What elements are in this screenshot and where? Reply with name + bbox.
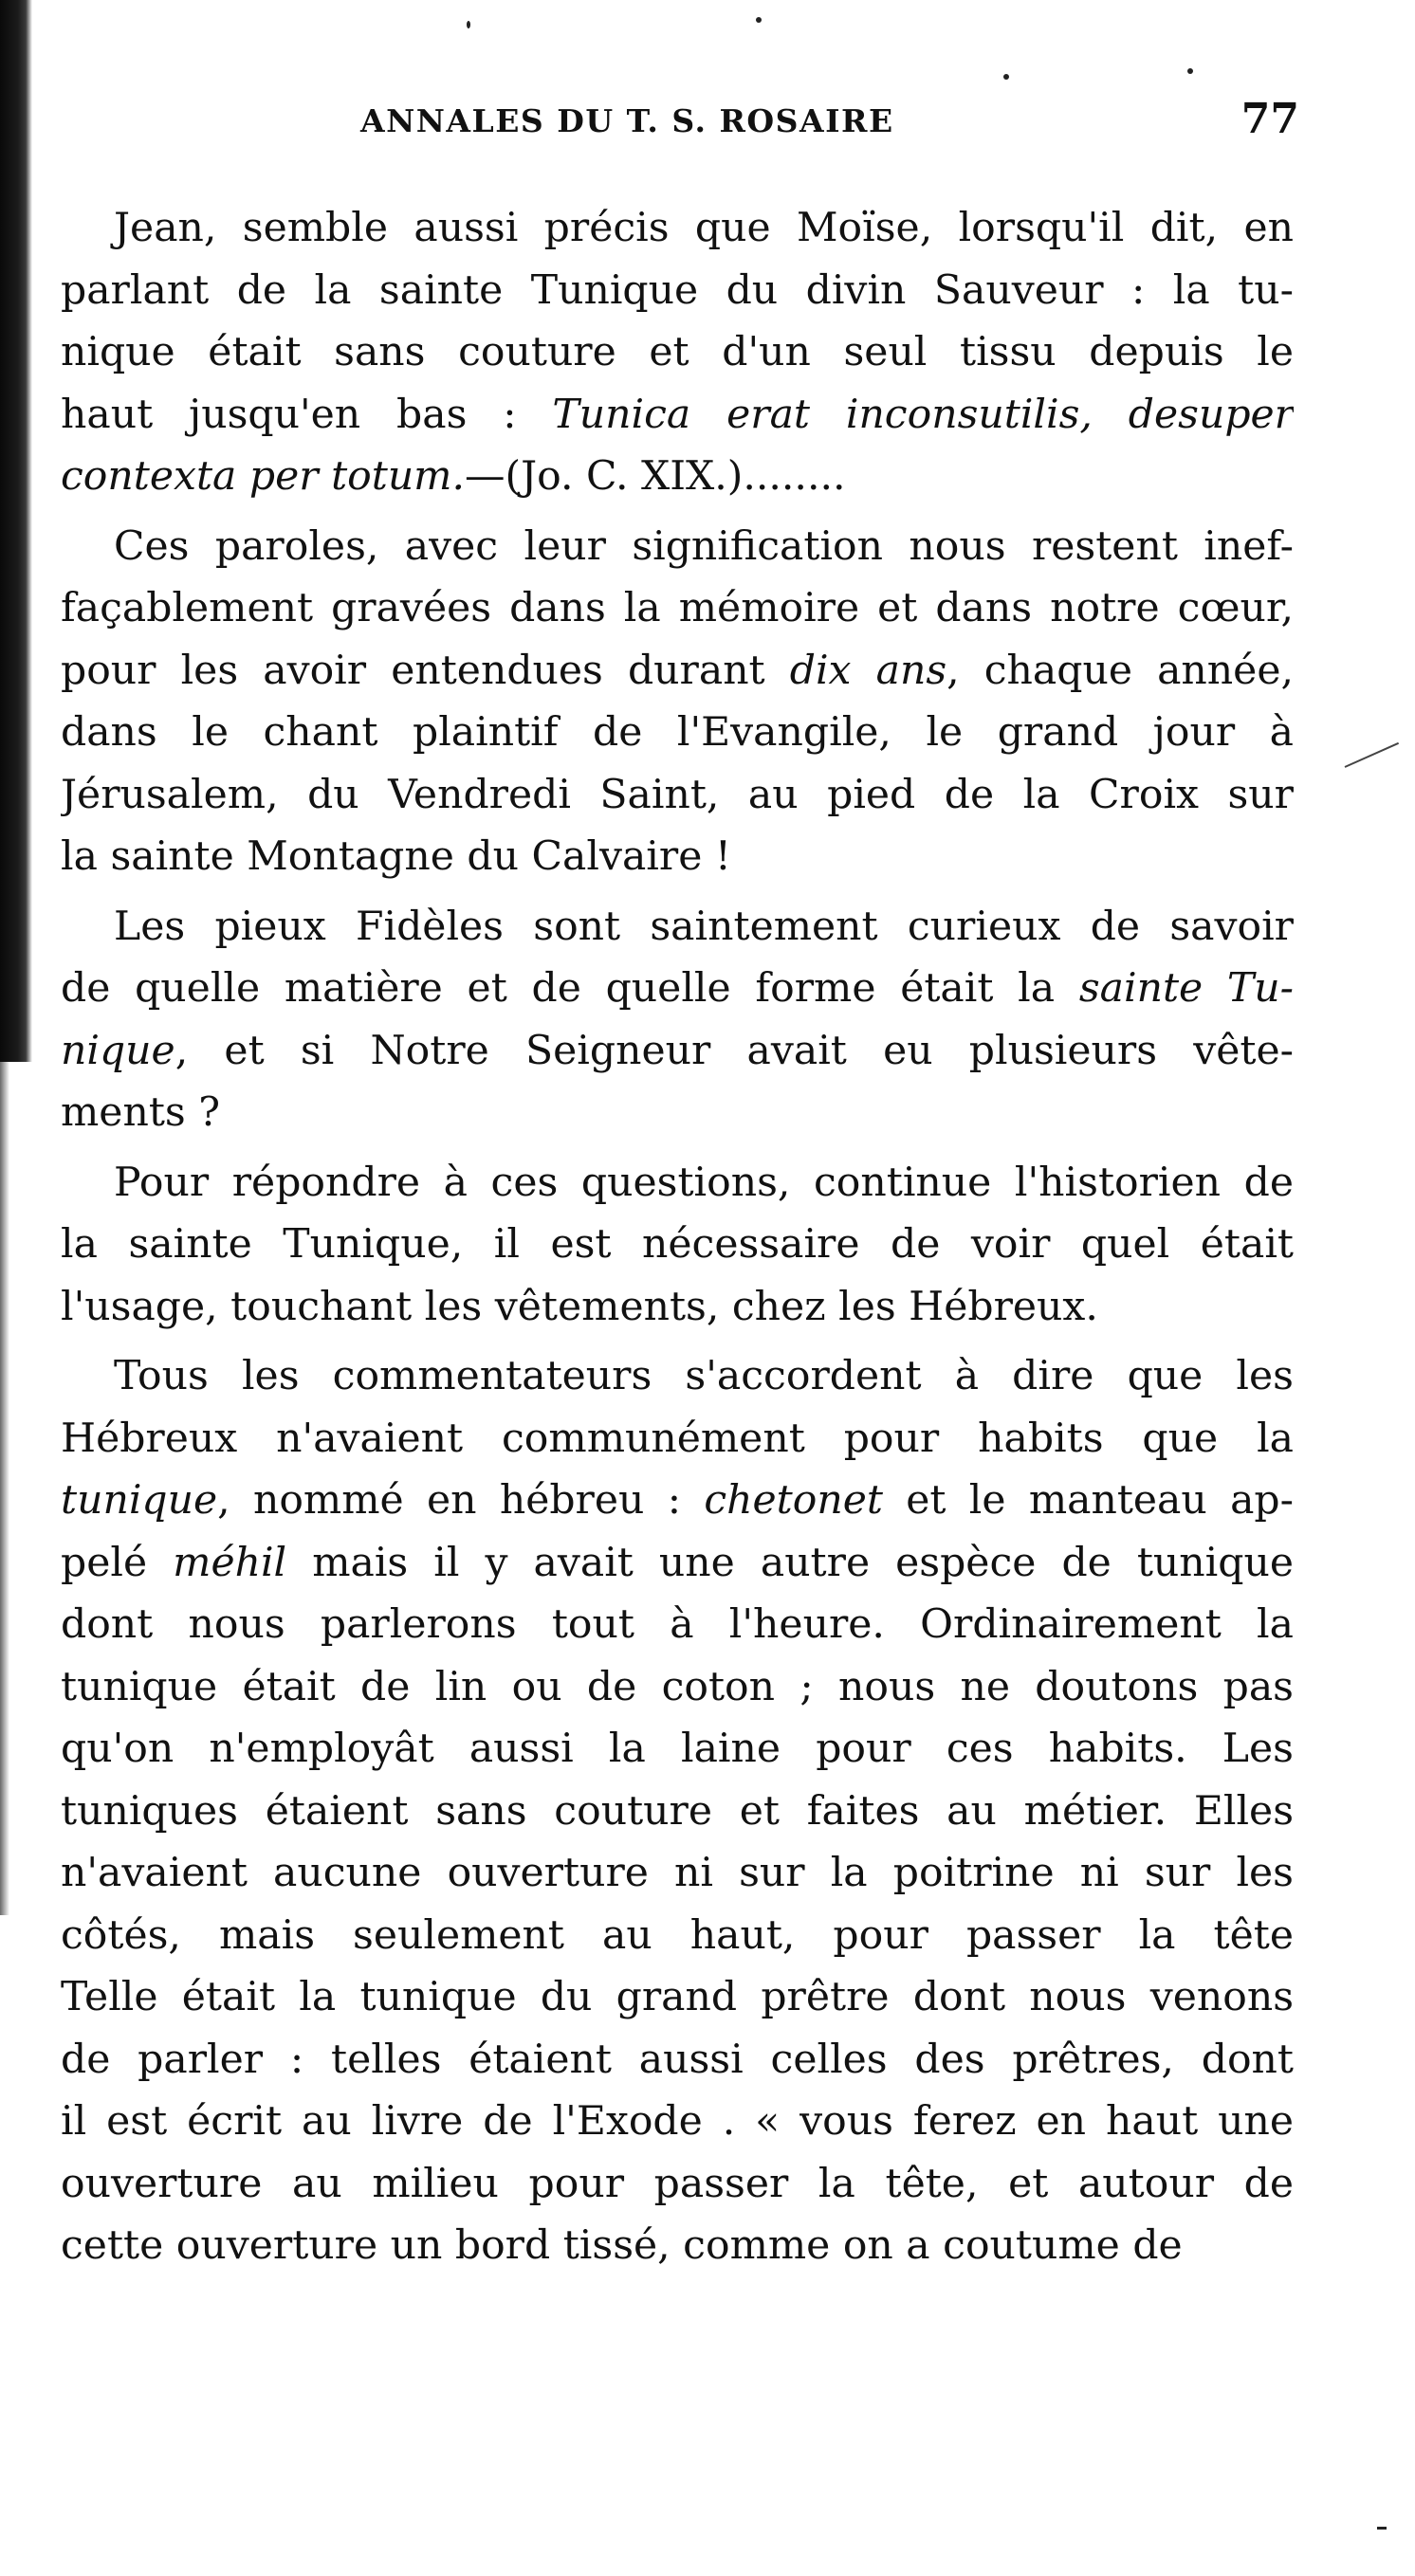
text-segment: mais il y avait une autre espèce de tunique [286, 1539, 1294, 1586]
text-segment: , nommé en hébreu : [217, 1477, 705, 1524]
paragraph-gap [61, 508, 1294, 516]
scan-speck [467, 21, 470, 28]
text-line [61, 1966, 1294, 2029]
text-line [61, 1152, 1294, 1215]
text-line [61, 1594, 1294, 1656]
text-segment: dans le chant plaintif de l'Evangile, le grand jour à [61, 709, 1294, 756]
text-line [61, 958, 1294, 1020]
text-segment: Tous les commentateurs s'accordent à dire que les [114, 1353, 1294, 1399]
text-segment: Ces paroles, avec leur signification nous restent inef- [114, 522, 1294, 570]
paragraph [61, 896, 1294, 1144]
text-line [61, 1532, 1294, 1595]
scan-binding-edge [0, 0, 32, 1062]
text-segment: côtés, mais seulement au haut, pour passer la tête [61, 1911, 1294, 1959]
page-header [66, 95, 1299, 159]
scan-stray-mark [1345, 742, 1399, 768]
text-line [61, 1842, 1294, 1905]
text-segment: , et si Notre Seigneur avait eu plusieurs vête- [175, 1027, 1294, 1074]
text-segment: de quelle matière et de quelle forme était la [61, 965, 1079, 1012]
paragraph [61, 516, 1294, 888]
paragraph [61, 197, 1294, 508]
running-title: ANNALES DU T. S. ROSAIRE [360, 102, 894, 139]
text-line [61, 1718, 1294, 1781]
text-line [61, 702, 1294, 764]
text-segment: dont nous parlerons tout à l'heure. Ordinairement la [61, 1601, 1294, 1648]
text-line [61, 516, 1294, 578]
italic-text: contexta per totum. [61, 453, 465, 500]
text-line [61, 197, 1294, 260]
text-segment: pelé [61, 1539, 174, 1586]
text-line [61, 896, 1294, 959]
paragraph [61, 1152, 1294, 1339]
text-segment: Les pieux Fidèles sont saintement curieux de savoir [114, 903, 1294, 950]
text-segment: Jean, semble aussi précis que Moïse, lorsqu'il dit, en [114, 205, 1294, 251]
text-segment: ouverture au milieu pour passer la tête, et autour de [61, 2160, 1294, 2207]
text-segment: il est écrit au livre de l'Exode . « vous ferez en haut une [61, 2098, 1294, 2145]
text-line [61, 764, 1294, 827]
text-segment: qu'on n'employât aussi la laine pour ces habits. Les [61, 1726, 1294, 1772]
text-line [61, 321, 1294, 384]
text-line [61, 2029, 1294, 2092]
text-segment: , chaque année, [946, 647, 1294, 694]
text-segment: Pour répondre à ces questions, continue l'historien de [114, 1159, 1294, 1206]
text-line [61, 1082, 1294, 1144]
text-line [61, 260, 1294, 322]
italic-text: nique [61, 1027, 175, 1074]
italic-text: dix ans [789, 647, 947, 694]
text-segment: tunique était de lin ou de coton ; nous ne doutons pas [61, 1663, 1294, 1710]
italic-text: méhil [173, 1539, 287, 1586]
body-text [61, 197, 1294, 2277]
text-line [61, 1214, 1294, 1276]
text-segment: n'avaient aucune ouverture ni sur la poitrine ni sur les [61, 1850, 1294, 1896]
page-number: 77 [1240, 95, 1299, 143]
text-line [61, 384, 1294, 447]
italic-text: Tunica erat inconsutilis, desuper [552, 391, 1294, 438]
paragraph-gap [61, 888, 1294, 896]
text-line [61, 446, 1294, 508]
text-line [61, 1470, 1294, 1532]
text-line [61, 1020, 1294, 1083]
text-segment: la sainte Montagne du Calvaire ! [61, 833, 731, 880]
scan-binding-shadow [0, 1062, 9, 1915]
text-segment: Hébreux n'avaient communément pour habits que la [61, 1415, 1294, 1462]
paragraph [61, 1345, 1294, 2277]
text-line [61, 2091, 1294, 2153]
text-segment: pour les avoir entendues durant [61, 647, 790, 694]
text-line [61, 826, 1294, 888]
text-segment: tuniques étaient sans couture et faites au métier. Elles [61, 1787, 1294, 1835]
text-segment: façablement gravées dans la mémoire et dans notre cœur, [61, 585, 1294, 631]
text-segment: parlant de la sainte Tunique du divin Sauveur : la tu- [61, 266, 1294, 314]
text-line [61, 1905, 1294, 1967]
text-line [61, 640, 1294, 703]
text-segment: nique était sans couture et d'un seul tissu depuis le [61, 329, 1294, 375]
paragraph-gap [61, 1338, 1294, 1345]
text-segment: —(Jo. C. XIX.)........ [465, 453, 846, 500]
scan-speck [1003, 74, 1009, 80]
italic-text: tunique [61, 1477, 218, 1524]
italic-text: chetonet [704, 1477, 883, 1524]
paragraph-gap [61, 1144, 1294, 1152]
text-segment: Telle était la tunique du grand prêtre dont nous venons [61, 1974, 1294, 2020]
scan-speck [1377, 2527, 1387, 2530]
text-segment: de parler : telles étaient aussi celles des prêtres, dont [61, 2036, 1294, 2083]
text-line [61, 577, 1294, 640]
text-line [61, 1345, 1294, 1408]
text-segment: ments ? [61, 1089, 221, 1136]
text-segment: cette ouverture un bord tissé, comme on a coutume de [61, 2222, 1183, 2269]
scan-speck [756, 17, 762, 23]
text-line [61, 2215, 1294, 2277]
text-segment: haut jusqu'en bas : [61, 391, 553, 438]
scan-speck [1187, 68, 1193, 74]
text-segment: et le manteau ap- [882, 1477, 1294, 1524]
text-segment: la sainte Tunique, il est nécessaire de voir quel était [61, 1221, 1294, 1268]
text-line [61, 2153, 1294, 2216]
text-line [61, 1408, 1294, 1471]
text-segment: Jérusalem, du Vendredi Saint, au pied de la Croix sur [61, 771, 1294, 818]
text-line [61, 1781, 1294, 1843]
text-segment: l'usage, touchant les vêtements, chez les Hébreux. [61, 1283, 1098, 1330]
text-line [61, 1656, 1294, 1719]
italic-text: sainte Tu- [1078, 965, 1294, 1012]
text-line [61, 1276, 1294, 1339]
